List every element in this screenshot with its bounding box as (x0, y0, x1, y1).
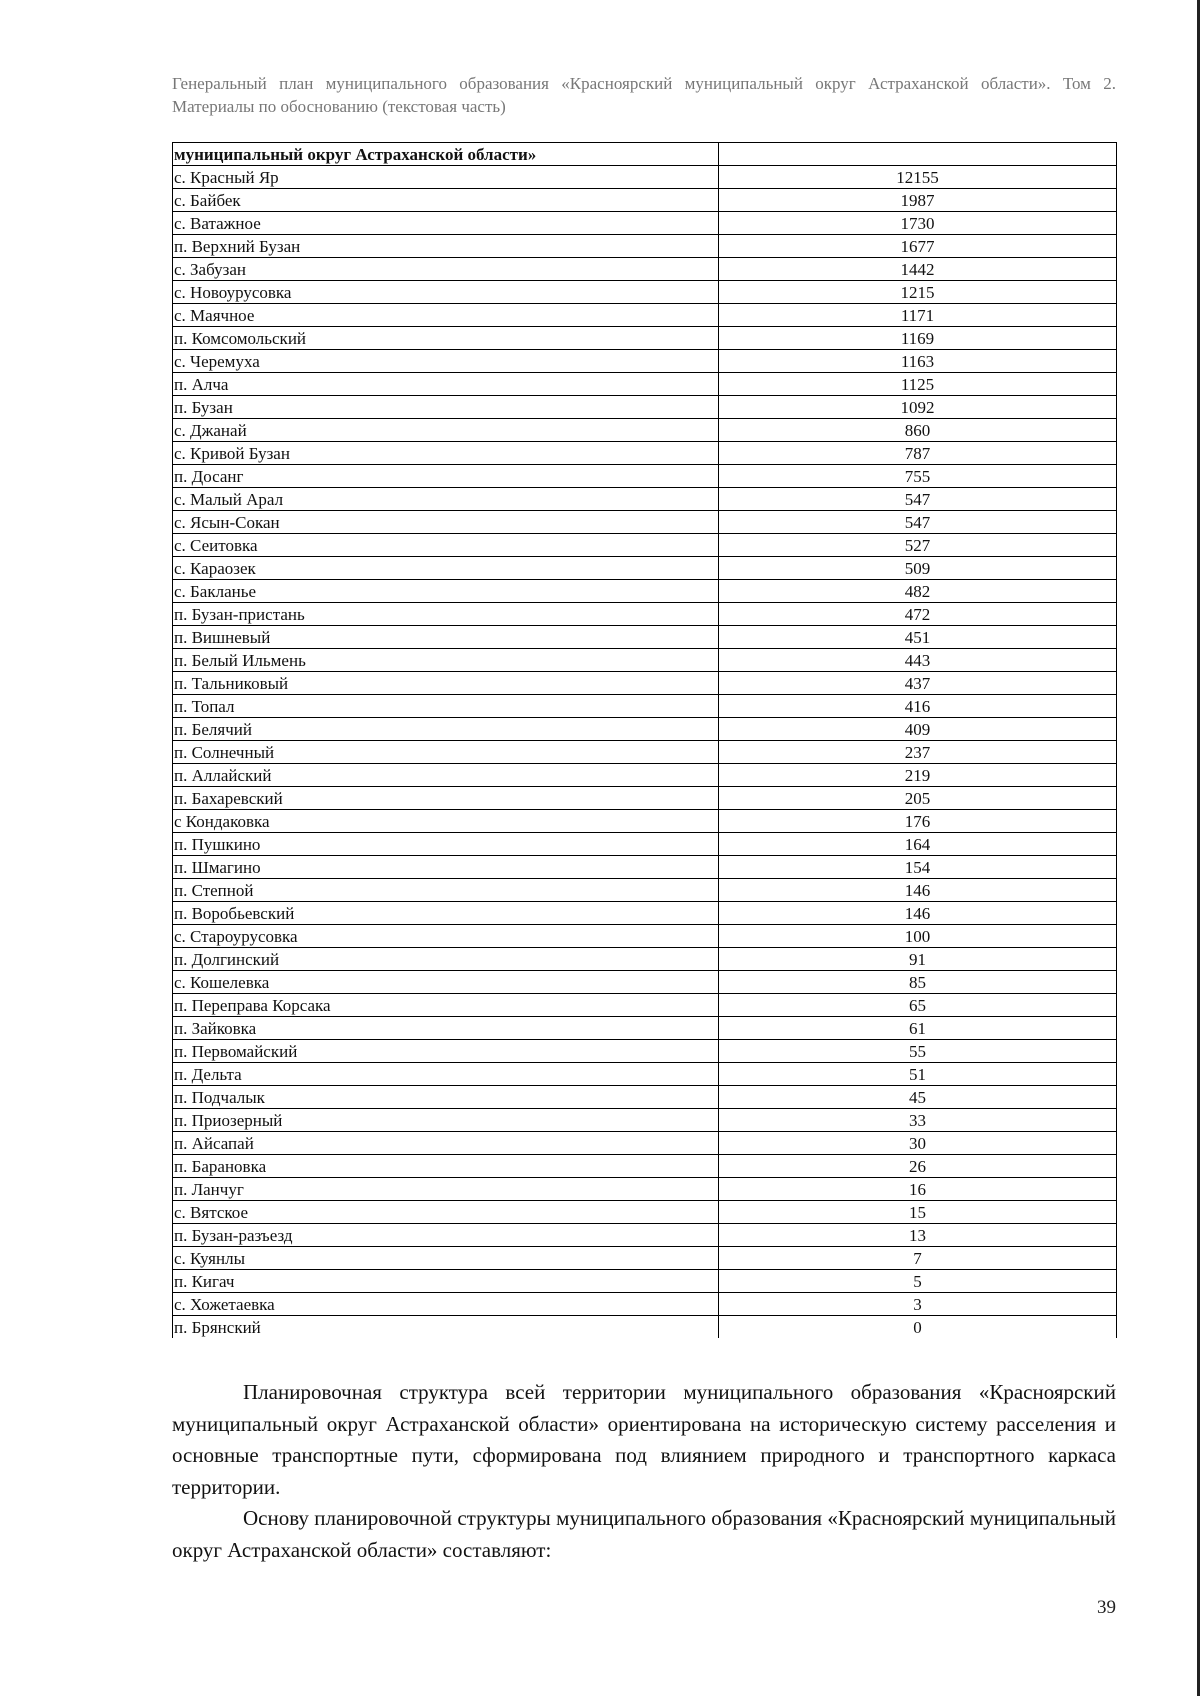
table-row (173, 580, 1117, 603)
table-row (173, 994, 1117, 1017)
population-value-cell: 547 (719, 488, 1117, 511)
population-value-cell: 205 (719, 787, 1117, 810)
population-value-cell: 1169 (719, 327, 1117, 350)
population-value-cell: 237 (719, 741, 1117, 764)
population-value-cell: 164 (719, 833, 1117, 856)
population-value-cell: 443 (719, 649, 1117, 672)
population-value-cell: 1442 (719, 258, 1117, 281)
population-value-cell: 547 (719, 511, 1117, 534)
table-row (173, 442, 1117, 465)
population-value-cell: 154 (719, 856, 1117, 879)
settlement-name-cell: с. Черемуха (173, 350, 719, 373)
table-row (173, 1178, 1117, 1201)
table-row (173, 419, 1117, 442)
table-row (173, 189, 1117, 212)
settlement-name-cell: с. Кривой Бузан (173, 442, 719, 465)
population-value-cell: 146 (719, 902, 1117, 925)
population-value-cell: 787 (719, 442, 1117, 465)
settlement-name-cell: с. Хожетаевка (173, 1293, 719, 1316)
table-row (173, 695, 1117, 718)
settlement-name-cell: с. Маячное (173, 304, 719, 327)
table-row (173, 1017, 1117, 1040)
settlement-name-cell: с. Забузан (173, 258, 719, 281)
settlement-name-cell: п. Алча (173, 373, 719, 396)
population-value-cell: 409 (719, 718, 1117, 741)
settlement-name-cell: п. Кигач (173, 1270, 719, 1293)
settlement-name-cell: п. Бузан-пристань (173, 603, 719, 626)
table-header-row (173, 143, 1117, 166)
table-row (173, 1224, 1117, 1247)
settlement-name-cell: п. Воробьевский (173, 902, 719, 925)
table-row (173, 1155, 1117, 1178)
population-value-cell: 1163 (719, 350, 1117, 373)
settlement-name-cell: п. Досанг (173, 465, 719, 488)
population-value-cell: 472 (719, 603, 1117, 626)
table-row (173, 258, 1117, 281)
settlement-name-cell: п. Первомайский (173, 1040, 719, 1063)
settlement-name-cell: п. Тальниковый (173, 672, 719, 695)
population-value-cell: 416 (719, 695, 1117, 718)
settlement-name-cell: п. Дельта (173, 1063, 719, 1086)
population-value-cell: 219 (719, 764, 1117, 787)
table-row (173, 1247, 1117, 1270)
table-row (173, 833, 1117, 856)
table-row (173, 810, 1117, 833)
population-value-cell: 1730 (719, 212, 1117, 235)
table-row (173, 718, 1117, 741)
population-value-cell: 30 (719, 1132, 1117, 1155)
table-row (173, 327, 1117, 350)
population-value-cell: 13 (719, 1224, 1117, 1247)
population-value-cell: 482 (719, 580, 1117, 603)
settlement-name-cell: п. Аллайский (173, 764, 719, 787)
settlement-name-cell: с. Староурусовка (173, 925, 719, 948)
table-row (173, 1316, 1117, 1339)
table-row (173, 902, 1117, 925)
population-value-cell: 61 (719, 1017, 1117, 1040)
settlement-name-cell: п. Зайковка (173, 1017, 719, 1040)
page-number: 39 (1097, 1597, 1116, 1618)
settlement-name-cell: п. Белый Ильмень (173, 649, 719, 672)
settlement-name-cell: п. Ланчуг (173, 1178, 719, 1201)
settlement-name-cell: с. Новоурусовка (173, 281, 719, 304)
table-row (173, 603, 1117, 626)
table-row (173, 856, 1117, 879)
table-row (173, 764, 1117, 787)
running-header: Генеральный план муниципального образования «Красноярский муниципальный округ Астраханской области». Том 2. Материалы по обоснованию (текстовая часть) (172, 74, 1116, 116)
population-value-cell: 437 (719, 672, 1117, 695)
table-row (173, 1293, 1117, 1316)
settlement-name-cell: с. Сеитовка (173, 534, 719, 557)
table-body (173, 143, 1117, 1339)
settlement-name-cell: п. Бахаревский (173, 787, 719, 810)
settlement-name-cell: с. Караозек (173, 557, 719, 580)
population-value-cell: 1092 (719, 396, 1117, 419)
population-value-cell: 15 (719, 1201, 1117, 1224)
settlement-name-cell: п. Переправа Корсака (173, 994, 719, 1017)
table-row (173, 1063, 1117, 1086)
table-row (173, 1132, 1117, 1155)
table-row (173, 350, 1117, 373)
settlements-population-table (172, 142, 1117, 1338)
settlement-name-cell: с Кондаковка (173, 810, 719, 833)
settlement-name-cell: с. Куянлы (173, 1247, 719, 1270)
population-value-cell: 51 (719, 1063, 1117, 1086)
population-value-cell: 5 (719, 1270, 1117, 1293)
population-value-cell: 755 (719, 465, 1117, 488)
settlement-name-cell: п. Долгинский (173, 948, 719, 971)
settlement-name-cell: п. Шмагино (173, 856, 719, 879)
body-text (172, 1377, 1116, 1566)
table-row (173, 1086, 1117, 1109)
settlement-name-cell: п. Бузан (173, 396, 719, 419)
paragraph-planning-structure: Планировочная структура всей территории муниципального образования «Красноярский муниципальный округ Астраханской области» ориентирована на историческую систему расселения и основные транспортные пути, сформирована под влиянием природного и транспортного каркаса территории. (172, 1380, 1116, 1499)
population-value-cell: 509 (719, 557, 1117, 580)
population-value-cell: 1125 (719, 373, 1117, 396)
header-cell-name: муниципальный округ Астраханской области» (173, 143, 719, 166)
table-row (173, 1201, 1117, 1224)
population-value-cell: 12155 (719, 166, 1117, 189)
settlement-name-cell: п. Бузан-разъезд (173, 1224, 719, 1247)
table-row (173, 741, 1117, 764)
settlement-name-cell: с. Кошелевка (173, 971, 719, 994)
table-row (173, 971, 1117, 994)
population-value-cell: 3 (719, 1293, 1117, 1316)
table-row (173, 948, 1117, 971)
table-row (173, 925, 1117, 948)
settlement-name-cell: с. Ватажное (173, 212, 719, 235)
settlement-name-cell: п. Брянский (173, 1316, 719, 1339)
settlement-name-cell: п. Белячий (173, 718, 719, 741)
header-cell-value (719, 143, 1117, 166)
settlement-name-cell: с. Ясын-Сокан (173, 511, 719, 534)
settlement-name-cell: п. Степной (173, 879, 719, 902)
population-value-cell: 33 (719, 1109, 1117, 1132)
settlement-name-cell: с. Байбек (173, 189, 719, 212)
settlement-name-cell: с. Джанай (173, 419, 719, 442)
population-value-cell: 527 (719, 534, 1117, 557)
population-value-cell: 16 (719, 1178, 1117, 1201)
table-row (173, 373, 1117, 396)
table-row (173, 672, 1117, 695)
settlement-name-cell: п. Барановка (173, 1155, 719, 1178)
population-value-cell: 1677 (719, 235, 1117, 258)
settlement-name-cell: п. Топал (173, 695, 719, 718)
settlement-name-cell: п. Пушкино (173, 833, 719, 856)
population-value-cell: 55 (719, 1040, 1117, 1063)
table-row (173, 281, 1117, 304)
settlement-name-cell: с. Бакланье (173, 580, 719, 603)
population-value-cell: 176 (719, 810, 1117, 833)
table-row (173, 557, 1117, 580)
population-value-cell: 860 (719, 419, 1117, 442)
settlement-name-cell: п. Солнечный (173, 741, 719, 764)
settlement-name-cell: п. Верхний Бузан (173, 235, 719, 258)
table-row (173, 212, 1117, 235)
population-value-cell: 26 (719, 1155, 1117, 1178)
table-row (173, 465, 1117, 488)
table-row (173, 787, 1117, 810)
settlement-name-cell: с. Малый Арал (173, 488, 719, 511)
settlement-name-cell: п. Комсомольский (173, 327, 719, 350)
population-value-cell: 451 (719, 626, 1117, 649)
settlement-name-cell: п. Подчалык (173, 1086, 719, 1109)
table-row (173, 235, 1117, 258)
table-row (173, 1109, 1117, 1132)
table-row (173, 1270, 1117, 1293)
table-row (173, 626, 1117, 649)
paragraph-planning-basis: Основу планировочной структуры муниципального образования «Красноярский муниципальный округ Астраханской области» составляют: (172, 1506, 1116, 1562)
settlement-name-cell: п. Айсапай (173, 1132, 719, 1155)
population-value-cell: 65 (719, 994, 1117, 1017)
table-row (173, 488, 1117, 511)
population-value-cell: 91 (719, 948, 1117, 971)
settlement-name-cell: п. Приозерный (173, 1109, 719, 1132)
table-row (173, 304, 1117, 327)
settlement-name-cell: с. Красный Яр (173, 166, 719, 189)
population-value-cell: 1215 (719, 281, 1117, 304)
settlement-name-cell: п. Вишневый (173, 626, 719, 649)
population-value-cell: 1171 (719, 304, 1117, 327)
population-value-cell: 146 (719, 879, 1117, 902)
table-row (173, 534, 1117, 557)
table-row (173, 396, 1117, 419)
table-row (173, 1040, 1117, 1063)
population-value-cell: 7 (719, 1247, 1117, 1270)
table-row (173, 879, 1117, 902)
table-row (173, 649, 1117, 672)
population-value-cell: 1987 (719, 189, 1117, 212)
population-value-cell: 85 (719, 971, 1117, 994)
population-value-cell: 0 (719, 1316, 1117, 1339)
table-row (173, 166, 1117, 189)
settlement-name-cell: с. Вятское (173, 1201, 719, 1224)
population-value-cell: 45 (719, 1086, 1117, 1109)
table-row (173, 511, 1117, 534)
population-value-cell: 100 (719, 925, 1117, 948)
